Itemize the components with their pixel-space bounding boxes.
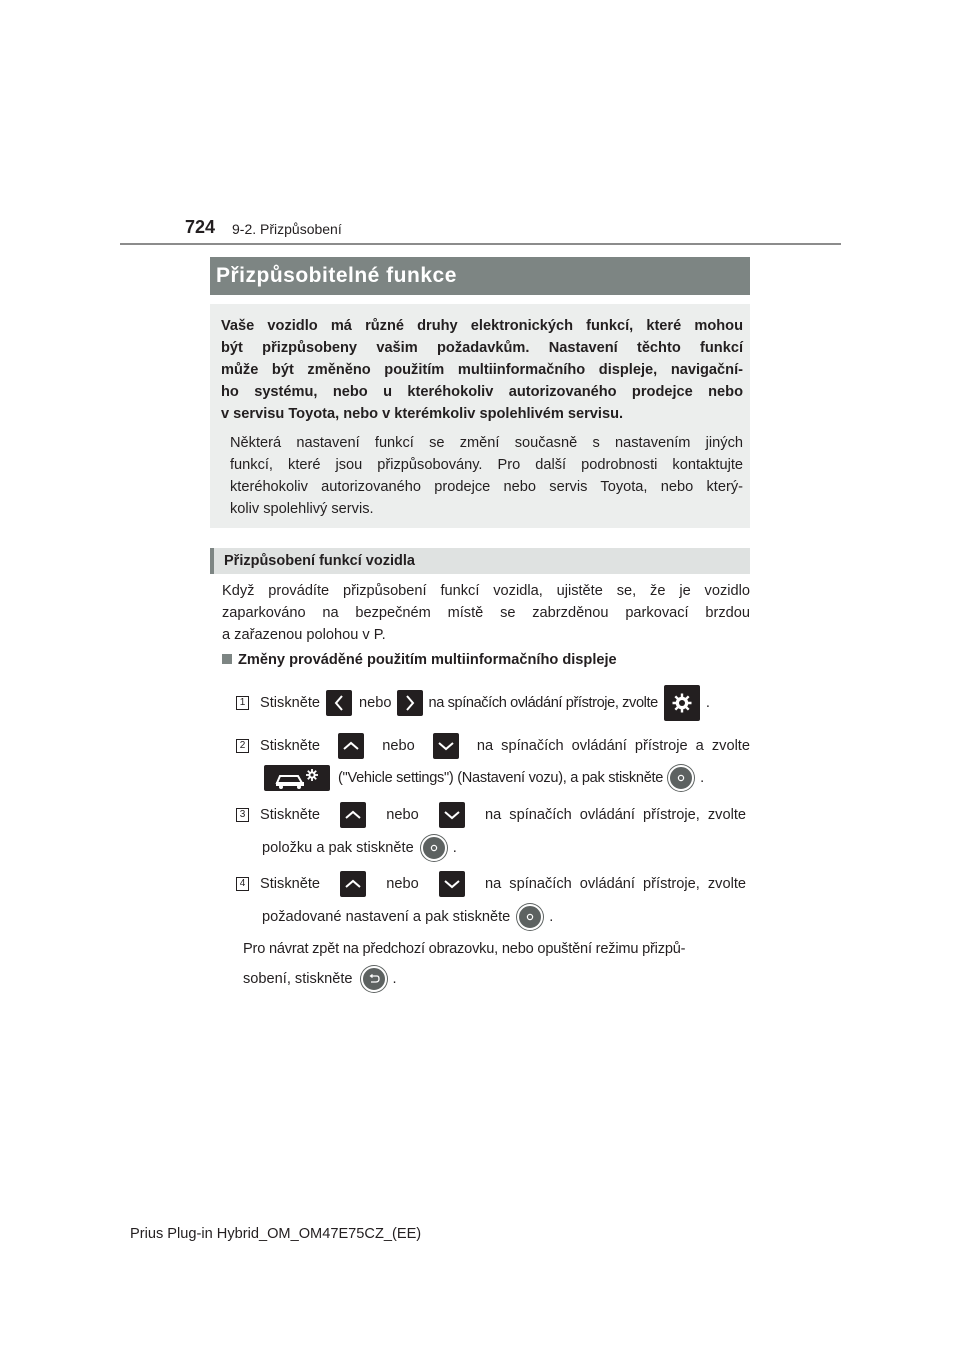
step-1-line bbox=[260, 690, 710, 716]
step-text: na spínačích ovládání přístroje a zvolte bbox=[476, 738, 750, 754]
chevron-down-icon bbox=[433, 733, 459, 759]
return-note-line-2 bbox=[243, 966, 397, 992]
step-text: ("Vehicle settings") (Nastavení vozu), a pak stiskněte bbox=[338, 770, 664, 786]
title-band bbox=[210, 257, 750, 295]
intro-box bbox=[210, 304, 750, 528]
bullet-heading bbox=[222, 652, 617, 668]
step-text: na spínačích ovládání přístroje, zvolte bbox=[485, 876, 746, 892]
step-text: . bbox=[549, 909, 554, 925]
return-note-line-1 bbox=[243, 938, 685, 960]
car-gear-icon bbox=[264, 765, 330, 791]
gear-icon bbox=[664, 685, 700, 721]
step-text: . bbox=[700, 770, 705, 786]
intro-line: ho systému, nebo u kteréhokoliv autorizovaného prodejce nebo bbox=[221, 384, 743, 400]
step-3-line-2 bbox=[262, 835, 457, 861]
step-text: na spínačích ovládání přístroje, zvolte bbox=[428, 695, 658, 711]
step-number: 1 bbox=[236, 696, 249, 710]
chevron-left-icon bbox=[326, 690, 352, 716]
note-line: funkcí, které jsou přizpůsobovány. Pro další podrobnosti kontaktujte bbox=[230, 457, 743, 473]
step-text: nebo bbox=[386, 876, 419, 892]
note-line: kteréhokoliv autorizovaného prodejce nebo servis Toyota, nebo který- bbox=[230, 479, 743, 495]
step-text: Stiskněte bbox=[260, 738, 321, 754]
bullet-square-icon bbox=[222, 654, 232, 664]
chevron-up-icon bbox=[338, 733, 364, 759]
intro-line: být přizpůsobeny vašim požadavkům. Nastavení těchto funkcí bbox=[221, 340, 743, 356]
body-line: a zařazenou polohou v P. bbox=[222, 627, 386, 643]
step-text: nebo bbox=[382, 738, 415, 754]
chevron-down-icon bbox=[439, 871, 465, 897]
step-text: . bbox=[705, 695, 710, 711]
intro-line: Vaše vozidlo má různé druhy elektronických funkcí, které mohou bbox=[221, 318, 743, 334]
body-line: zaparkováno na bezpečném místě se zabrzděnou parkovací brzdou bbox=[222, 605, 750, 621]
section-label: 9-2. Přizpůsobení bbox=[232, 221, 342, 237]
step-text: Stiskněte bbox=[260, 876, 321, 892]
step-text: Stiskněte bbox=[260, 695, 321, 711]
chevron-up-icon bbox=[340, 802, 366, 828]
footer-text: Prius Plug-in Hybrid_OM_OM47E75CZ_(EE) bbox=[130, 1226, 422, 1242]
return-note-text: sobení, stiskněte bbox=[243, 971, 353, 987]
chevron-down-icon bbox=[439, 802, 465, 828]
ok-button-icon bbox=[421, 835, 447, 861]
chevron-right-icon bbox=[397, 690, 423, 716]
ok-button-icon bbox=[517, 904, 543, 930]
intro-line: v servisu Toyota, nebo v kterémkoliv spolehlivém servisu. bbox=[221, 406, 624, 422]
note-line: Některá nastavení funkcí se změní současně s nastavením jiných bbox=[230, 435, 743, 451]
chevron-up-icon bbox=[340, 871, 366, 897]
return-note-text: Pro návrat zpět na předchozí obrazovku, nebo opuštění režimu přizpů- bbox=[243, 941, 686, 957]
step-text: požadované nastavení a pak stiskněte bbox=[262, 909, 511, 925]
step-number: 2 bbox=[236, 739, 249, 753]
step-3-line-1 bbox=[260, 802, 746, 828]
ok-button-icon bbox=[668, 765, 694, 791]
bullet-text: Změny prováděné použitím multiinformačního displeje bbox=[238, 652, 617, 668]
step-4-line-1 bbox=[260, 871, 746, 897]
step-number: 4 bbox=[236, 877, 249, 891]
step-number: 3 bbox=[236, 808, 249, 822]
step-text: na spínačích ovládání přístroje, zvolte bbox=[485, 807, 746, 823]
return-note-text: . bbox=[392, 971, 397, 987]
header-divider bbox=[120, 243, 841, 245]
note-line: koliv spolehlivý servis. bbox=[230, 501, 374, 517]
step-text: nebo bbox=[386, 807, 419, 823]
step-4-line-2 bbox=[262, 904, 553, 930]
step-text: položku a pak stiskněte bbox=[262, 840, 414, 856]
return-icon bbox=[361, 966, 387, 992]
intro-line: může být změněno použitím multiinformačního displeje, navigační- bbox=[221, 362, 743, 378]
page-title: Přizpůsobitelné funkce bbox=[216, 264, 457, 287]
page-number: 724 bbox=[185, 217, 216, 237]
step-2-line-1 bbox=[260, 733, 750, 759]
subheading: Přizpůsobení funkcí vozidla bbox=[224, 553, 415, 569]
step-text: nebo bbox=[359, 695, 392, 711]
body-line: Když provádíte přizpůsobení funkcí vozidla, ujistěte se, že je vozidlo bbox=[222, 583, 750, 599]
step-text: . bbox=[452, 840, 457, 856]
step-2-line-2 bbox=[264, 765, 704, 791]
subheading-band bbox=[210, 548, 750, 574]
step-text: Stiskněte bbox=[260, 807, 321, 823]
